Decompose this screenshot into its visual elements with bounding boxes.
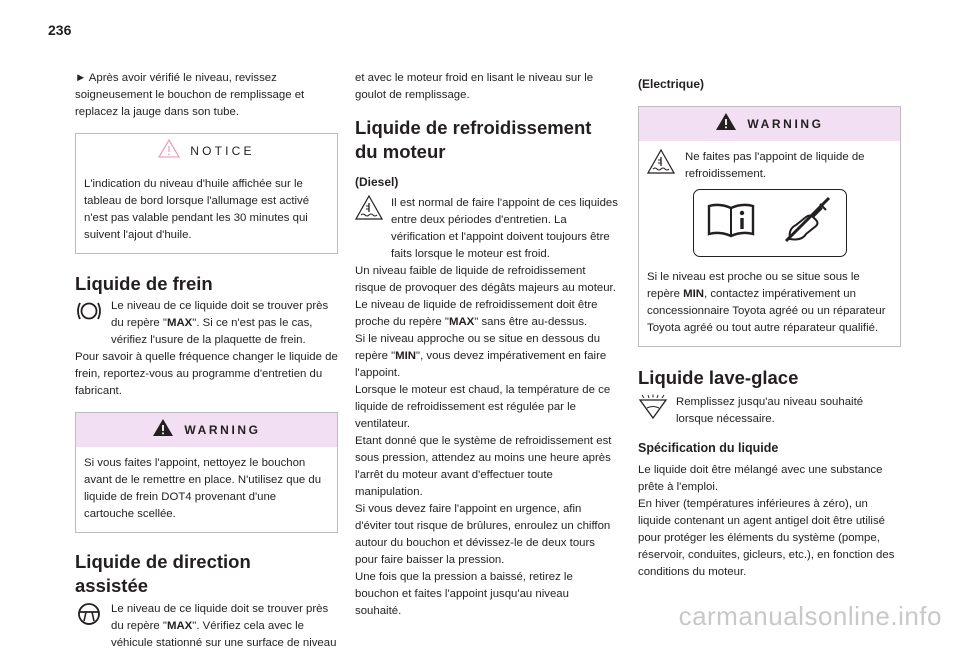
coolant-icon [647, 149, 685, 177]
coolant-p2-b: " sans être au-dessus. [474, 316, 588, 328]
steering-fluid-heading-line2: assistée [75, 575, 149, 596]
fluid-spec-p1: Le liquide doit être mélangé avec une substance prête à l'emploi. [638, 464, 883, 493]
brake-fluid-icon [75, 298, 111, 326]
column-2 [355, 70, 618, 620]
brake-warning-box [75, 412, 338, 533]
coolant-p1: Il est normal de faire l'appoint de ces liquides entre deux périodes d'entretien. La vérification et l'appoint doivent toujours être faits lorsque le moteur est froid. [391, 197, 618, 260]
brake-max-mark: MAX [166, 317, 193, 329]
brake-fluid-text [111, 298, 338, 349]
power-steering-icon [75, 601, 111, 629]
coolant-warning-p2-b: , contactez impérativement un concessionnaire Toyota agréé ou un réparateur Toyota agréé ou tout autre réparateur qualifié. [647, 288, 886, 334]
page-number: 236 [48, 22, 72, 38]
steering-continuation: et avec le moteur froid en lisant le niveau sur le goulot de remplissage. [355, 72, 594, 101]
washer-fluid-icon [638, 394, 676, 422]
coolant-p7: Une fois que la pression a baissé, retirez le bouchon et faites l'appoint jusqu'au niveau souhaité. [355, 571, 573, 617]
coolant-warning-p1: Ne faites pas l'appoint de liquide de refroidissement. [685, 151, 865, 180]
coolant-warning-p2-a: Si le niveau est proche ou se situe sous le repère [647, 271, 860, 300]
washer-fluid-intro [638, 394, 901, 428]
oil-intro-text: ► Après avoir vérifié le niveau, revissez soigneusement le bouchon de remplissage et replacez la jauge dans son tube. [75, 72, 305, 118]
column-1 [75, 70, 338, 652]
steering-text-b: ". Vérifiez cela avec le véhicule stationné sur une surface de niveau [111, 620, 337, 649]
brake-warning-body [76, 447, 337, 532]
no-refill-icon [780, 195, 834, 251]
brake-warning-header [76, 413, 337, 447]
coolant-p4: Lorsque le moteur est chaud, la température de ce liquide de refroidissement est régulée par le ventilateur. [355, 384, 611, 430]
notice-title: NOTICE [190, 143, 255, 158]
coolant-p6: Si vous devez faire l'appoint en urgence, afin d'éviter tout risque de brûlures, enroulez un chiffon autour du bouchon et dévissez-le de deux tours pour faire baisser la pression. [355, 503, 611, 566]
diesel-subheading: (Diesel) [355, 175, 399, 189]
brake-warning-title: WARNING [184, 422, 261, 437]
warning-triangle-icon [152, 418, 174, 442]
coolant-min-mark: MIN [395, 350, 417, 362]
coolant-p3-a: Si le niveau approche ou se situe en dessous du repère " [355, 333, 601, 362]
steering-fluid-heading-line1: Liquide de direction [75, 551, 251, 572]
brake-text-b: ". Si ce n'est pas le cas, vérifiez l'usure de la plaquette de frein. [111, 317, 313, 346]
steering-fluid-text [111, 601, 338, 652]
brake-fluid-schedule: Pour savoir à quelle fréquence changer le liquide de frein, reportez-vous au programme d'entretien du fabricant. [75, 351, 338, 397]
fluid-spec-p2: En hiver (températures inférieures à zéro), un liquide contenant un agent antigel doit être utilisé pour protéger les éléments du système (pompe, réservoir, conduites, gicleurs, etc.), en fonction des conditions du moteur. [638, 498, 895, 578]
electric-subheading: (Electrique) [638, 77, 705, 91]
coolant-heading-line1: Liquide de refroidissement [355, 117, 592, 138]
coolant-p3-b: ", vous devez impérativement en faire l'appoint. [355, 350, 607, 379]
notice-triangle-icon [158, 139, 180, 163]
coolant-p2-a: Un niveau faible de liquide de refroidissement risque de provoquer des dégâts majeurs au moteur. Le niveau de liquide de refroidissement doit être proche du repère " [355, 265, 616, 328]
steering-fluid-intro [75, 601, 338, 652]
brake-fluid-intro [75, 298, 338, 349]
coolant-warning-min-mark: MIN [683, 288, 704, 300]
coolant-p5: Etant donné que le système de refroidissement est sous pression, attendez au moins une heure après l'arrêt du moteur avant d'effectuer toute manipulation. [355, 435, 612, 498]
coolant-p2 [355, 263, 618, 331]
steering-max-mark: MAX [166, 620, 193, 632]
watermark: carmanualsonline.info [678, 601, 942, 631]
brake-warning-text: Si vous faites l'appoint, nettoyez le bouchon avant de le remettre en place. N'utilisez que du liquide de frein DOT4 provenant d'une cartouche scellée. [84, 457, 322, 520]
coolant-heading-line2: du moteur [355, 141, 446, 162]
washer-fluid-heading: Liquide lave-glace [638, 367, 799, 388]
manual-book-icon [706, 202, 756, 244]
brake-text-a: Le niveau de ce liquide doit se trouver près du repère " [111, 300, 329, 329]
warning-triangle-icon [715, 112, 737, 136]
coolant-icon [355, 195, 391, 223]
coolant-warning-title: WARNING [747, 116, 824, 131]
fluid-spec-heading: Spécification du liquide [638, 441, 779, 455]
coolant-p3 [355, 331, 618, 382]
notice-body [76, 168, 337, 253]
steering-text-a: Le niveau de ce liquide doit se trouver près du repère " [111, 603, 329, 632]
column-3 [638, 70, 901, 581]
notice-text: L'indication du niveau d'huile affichée sur le tableau de bord lorsque l'allumage est activé n'est pas valable pendant les 30 minutes qui suivent l'ajout d'huile. [84, 178, 310, 241]
coolant-intro [355, 195, 618, 263]
coolant-max-mark: MAX [448, 316, 475, 328]
warning-pictograms [693, 189, 847, 257]
coolant-warning-p2 [647, 269, 892, 337]
notice-box [75, 133, 338, 254]
coolant-warning-box [638, 106, 901, 347]
coolant-warning-body [639, 141, 900, 346]
notice-header [76, 134, 337, 168]
coolant-warning-header [639, 107, 900, 141]
brake-fluid-heading: Liquide de frein [75, 273, 213, 294]
washer-fluid-text: Remplissez jusqu'au niveau souhaité lorsque nécessaire. [676, 396, 864, 425]
coolant-warning-intro [647, 149, 892, 183]
